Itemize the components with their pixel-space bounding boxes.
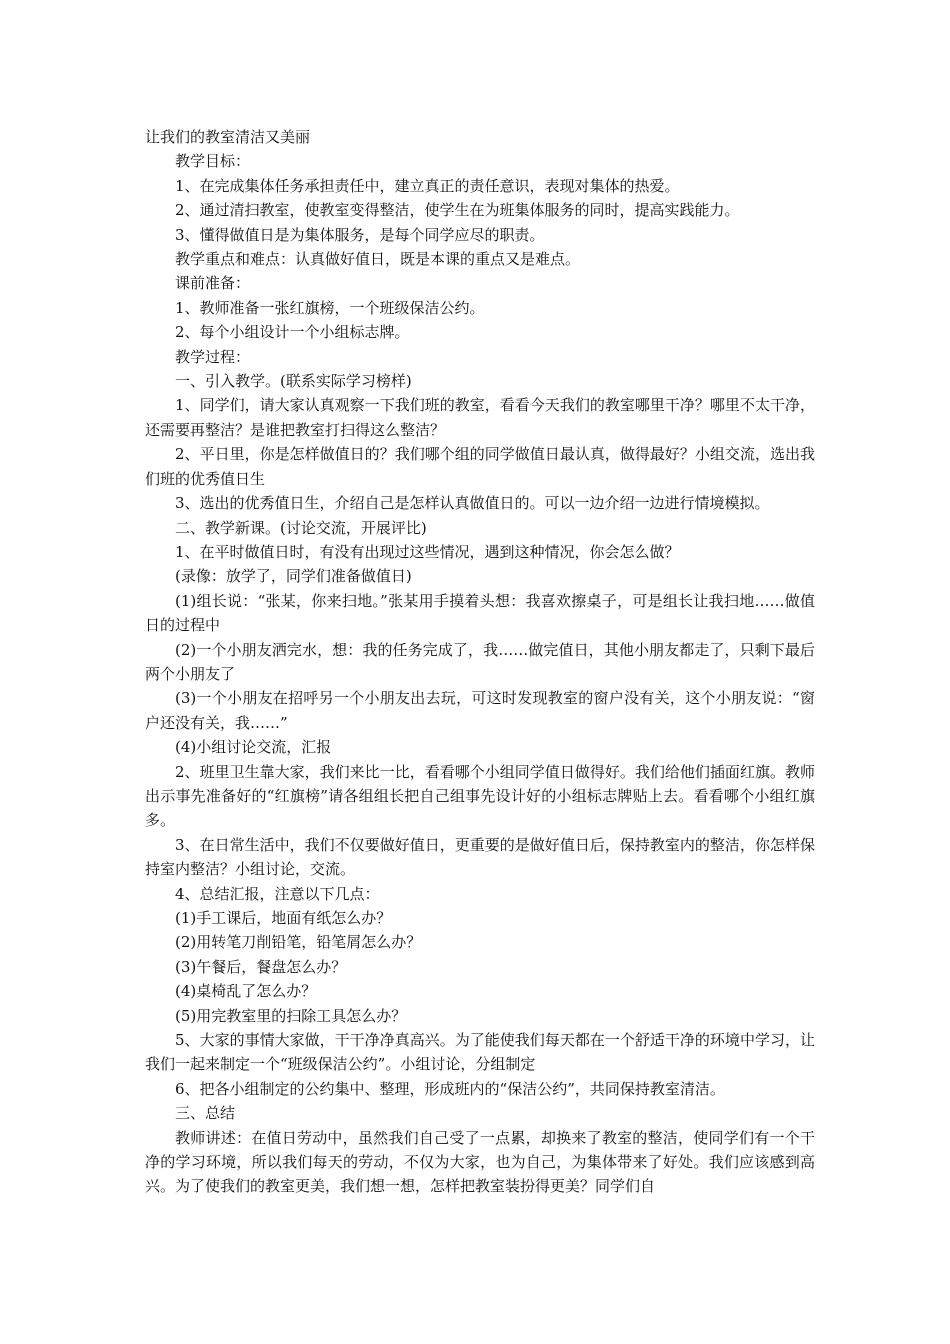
paragraph: 1、同学们，请大家认真观察一下我们班的教室，看看今天我们的教室哪里干净？哪里不太干净，还需要再整洁？是谁把教室打扫得这么整洁？ — [145, 396, 815, 439]
paragraph: 教学目标： — [175, 152, 251, 171]
paragraph: (2)用转笔刀削铅笔，铅笔屑怎么办？ — [175, 933, 422, 952]
document-body — [145, 125, 815, 1199]
paragraph: (1)组长说：“张某，你来扫地。”张某用手摸着头想：我喜欢擦桌子，可是组长让我扫地……做值日的过程中 — [145, 591, 815, 635]
paragraph: 二、教学新课。(讨论交流，开展评比) — [175, 518, 427, 537]
paragraph: 教学重点和难点：认真做好值日，既是本课的重点又是难点。 — [175, 250, 581, 269]
paragraph: 1、教师准备一张红旗榜，一个班级保洁公约。 — [175, 298, 485, 317]
paragraph: 2、平日里，你是怎样做值日的？我们哪个组的同学做值日最认真，做得最好？小组交流，选出我们班的优秀值日生 — [145, 445, 815, 488]
paragraph: (2)一个小朋友洒完水，想：我的任务完成了，我……做完值日，其他小朋友都走了，只剩下最后两个小朋友了 — [145, 640, 815, 683]
paragraph: 1、在完成集体任务承担责任中，建立真正的责任意识，表现对集体的热爱。 — [175, 176, 680, 195]
paragraph: (5)用完教室里的扫除工具怎么办？ — [175, 1006, 407, 1025]
paragraph: 2、通过清扫教室，使教室变得整洁，使学生在为班集体服务的同时，提高实践能力。 — [175, 201, 740, 220]
paragraph: 4、总结汇报，注意以下几点： — [175, 884, 380, 903]
paragraph: 课前准备： — [175, 274, 251, 293]
paragraph: (3)午餐后，餐盘怎么办？ — [175, 957, 347, 976]
paragraph: 教师讲述：在值日劳动中，虽然我们自己受了一点累，却换来了教室的整洁，使同学们有一个干净的学习环境，所以我们每天的劳动，不仅为大家，也为自己，为集体带来了好处。我们应该感到高兴。为了使我们的教室更美，我们想一想，怎样把教室装扮得更美？同学们自 — [145, 1128, 815, 1196]
paragraph: 教学过程： — [175, 347, 251, 366]
paragraph: (1)手工课后，地面有纸怎么办？ — [175, 909, 392, 927]
paragraph: 3、选出的优秀值日生，介绍自己是怎样认真做值日的。可以一边介绍一边进行情境模拟。 — [175, 494, 770, 513]
paragraph: 5、大家的事情大家做，干干净净真高兴。为了能使我们每天都在一个舒适干净的环境中学习，让我们一起来制定一个“班级保洁公约”。小组讨论，分组制定 — [145, 1031, 815, 1074]
paragraph: 2、每个小组设计一个小组标志牌。 — [175, 323, 410, 342]
paragraph: (录像：放学了，同学们准备做值日) — [175, 567, 412, 586]
paragraph: (4)小组讨论交流，汇报 — [175, 738, 332, 757]
paragraph: 一、引入教学。(联系实际学习榜样) — [175, 372, 412, 391]
document-title: 让我们的教室清洁又美丽 — [145, 128, 311, 146]
paragraph: 三、总结 — [175, 1104, 236, 1123]
paragraph: 2、班里卫生靠大家，我们来比一比，看看哪个小组同学值日做得好。我们给他们插面红旗。教师出示事先准备好的“红旗榜”请各组组长把自己组事先设计好的小组标志牌贴上去。看看哪个小组红旗多。 — [145, 762, 815, 830]
paragraph: 3、在日常生活中，我们不仅要做好值日，更重要的是做好值日后，保持教室内的整洁，你怎样保持室内整洁？小组讨论，交流。 — [145, 835, 815, 879]
paragraph: 3、懂得做值日是为集体服务，是每个同学应尽的职责。 — [175, 225, 545, 244]
paragraph: 1、在平时做值日时，有没有出现过这些情况，遇到这种情况，你会怎么做？ — [175, 542, 680, 561]
paragraph: 6、把各小组制定的公约集中、整理，形成班内的“保洁公约”，共同保持教室清洁。 — [175, 1079, 725, 1098]
paragraph: (4)桌椅乱了怎么办？ — [175, 982, 317, 1001]
paragraph: (3)一个小朋友在招呼另一个小朋友出去玩，可这时发现教室的窗户没有关，这个小朋友说：“窗户还没有关，我……” — [145, 689, 815, 732]
